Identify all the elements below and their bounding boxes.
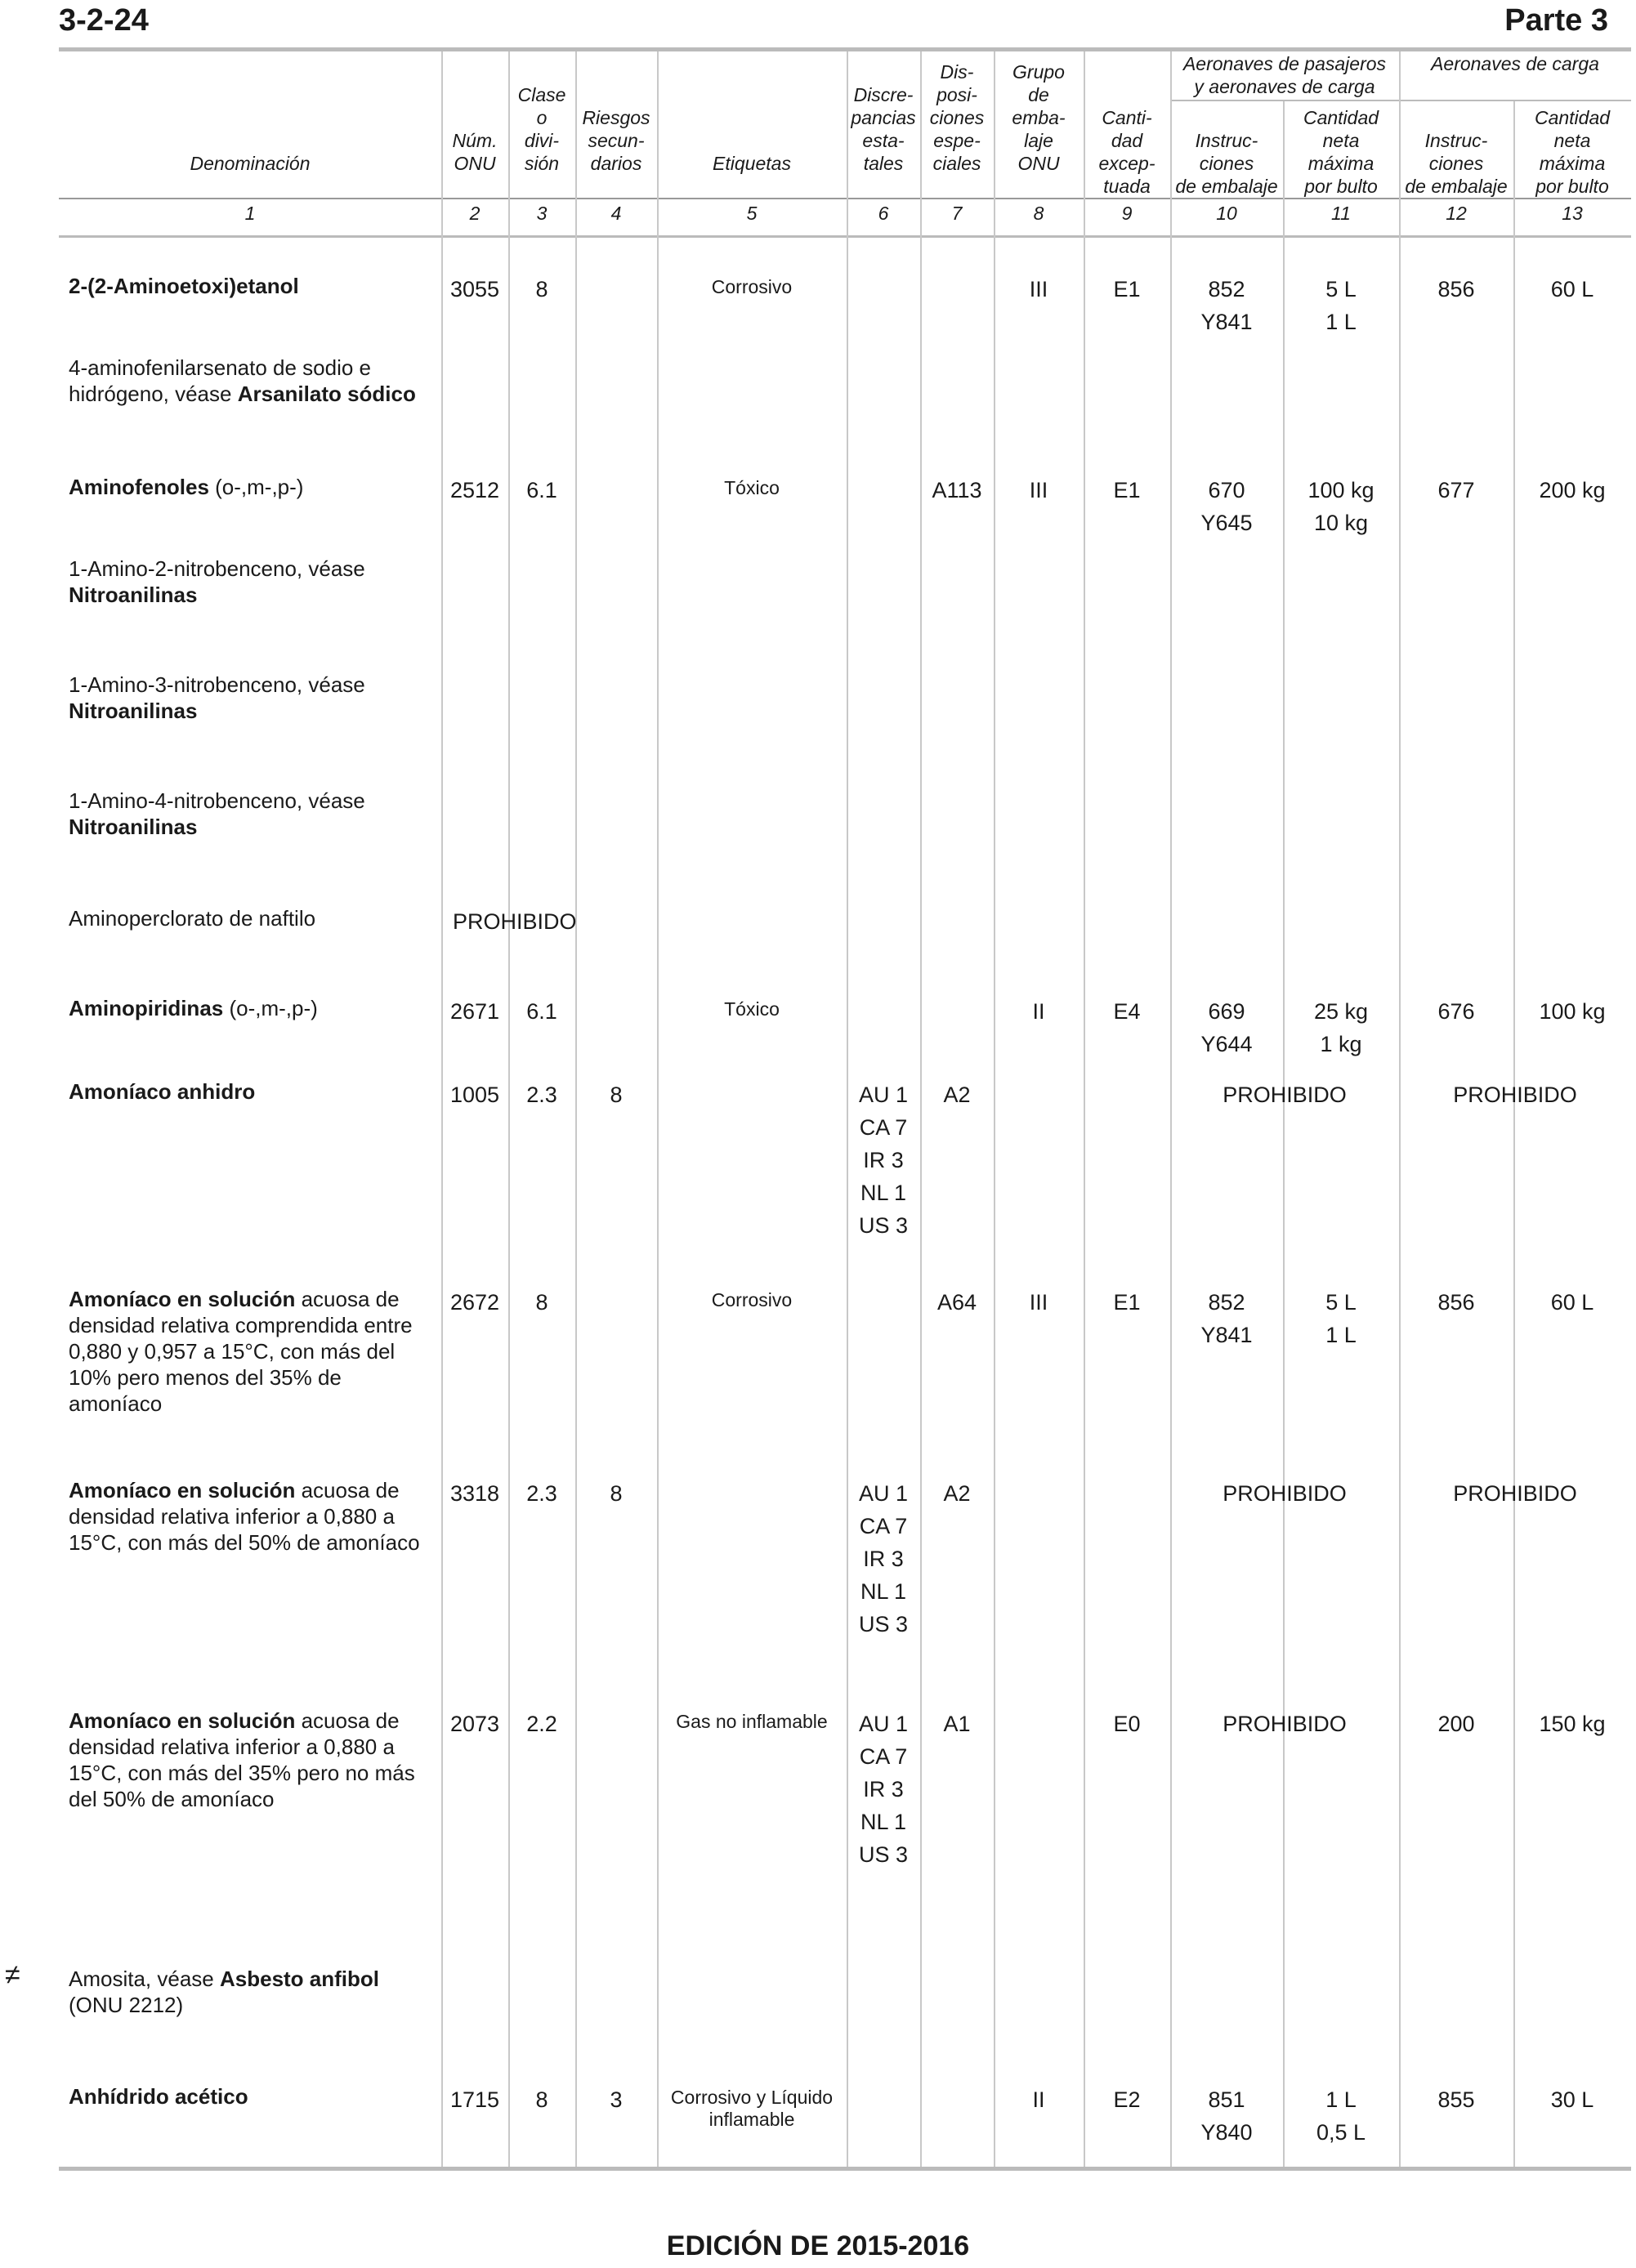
hazard-label: Corrosivo (711, 276, 793, 297)
pax-max-quantity: 25 kg 1 kg (1313, 999, 1369, 1056)
hazard-class: 8 (535, 2087, 548, 2112)
cargo-packing-instruction: 676 (1437, 999, 1475, 1024)
hazard-label: Tóxico (724, 477, 780, 498)
entry-name: Amoníaco anhidro (69, 1079, 256, 1104)
pax-max-quantity: 100 kg 10 kg (1307, 478, 1375, 535)
packing-group: III (1029, 277, 1048, 301)
entry-name: Amosita, véase Asbesto anfibol (ONU 2212) (69, 1967, 379, 2017)
excepted-quantity: E0 (1113, 1712, 1141, 1736)
hazard-class: 2.3 (526, 1083, 557, 1107)
state-variations: AU 1 CA 7 IR 3 NL 1 US 3 (858, 1083, 909, 1238)
hazard-class: 8 (535, 277, 548, 301)
un-number: 1005 (449, 1083, 500, 1107)
un-number: 2073 (449, 1712, 500, 1736)
header-state-variations: Discre- pancias esta- tales (851, 84, 916, 174)
col-divider (1283, 101, 1285, 2167)
hazard-class: 2.2 (526, 1712, 557, 1736)
excepted-quantity: E1 (1113, 478, 1141, 502)
packing-group: II (1032, 999, 1045, 1024)
un-number: 2512 (449, 478, 500, 502)
hazard-class: 8 (535, 1290, 548, 1315)
column-number: 10 (1216, 203, 1237, 224)
cargo-max-quantity: 60 L (1550, 277, 1594, 301)
packing-group: III (1029, 1290, 1048, 1315)
column-number: 5 (746, 203, 758, 224)
header-packing-group: Grupo de emba- laje ONU (1012, 61, 1066, 174)
pax-packing-instruction: 852 Y841 (1200, 1290, 1253, 1347)
subsidiary-risk: 8 (610, 1481, 623, 1506)
header-subsidiary-risks: Riesgos secun- darios (582, 107, 650, 174)
cargo-max-quantity: 100 kg (1539, 999, 1606, 1024)
pax-max-quantity: 5 L 1 L (1325, 1290, 1357, 1347)
header-special-provisions: Dis- posi- ciones espe- ciales (929, 61, 985, 174)
pax-packing-instruction: 670 Y645 (1200, 478, 1253, 535)
column-number: 12 (1446, 203, 1467, 224)
special-provision: A2 (943, 1481, 971, 1506)
prohibited-text: PROHIBIDO (453, 909, 577, 934)
pax-packing-instruction: 669 Y644 (1200, 999, 1253, 1056)
page-number: 3-2-24 (59, 3, 149, 38)
hazard-class: 2.3 (526, 1481, 557, 1506)
column-number: 11 (1331, 203, 1351, 224)
header-pax-packing-instr: Instruc- ciones de embalaje (1175, 130, 1278, 197)
pax-prohibited: PROHIBIDO (1223, 1083, 1347, 1107)
entry-name: Amoníaco en solución acuosa de densidad relativa comprendida entre 0,880 y 0,957 a 15°C, con más del 10% pero menos del 35% de amoníaco (69, 1287, 413, 1416)
special-provision: A64 (936, 1290, 977, 1315)
header-group-passenger: Aeronaves de pasajeros y aeronaves de carga (1182, 53, 1387, 97)
part-title: Parte 3 (1504, 3, 1608, 38)
packing-group: III (1029, 478, 1048, 502)
cargo-max-quantity: 30 L (1550, 2087, 1594, 2112)
cargo-max-quantity: 60 L (1550, 1290, 1594, 1315)
entry-name: Aminoperclorato de naftilo (69, 906, 316, 931)
column-number: 8 (1033, 203, 1044, 224)
packing-group: II (1032, 2087, 1045, 2112)
excepted-quantity: E4 (1113, 999, 1141, 1024)
entry-name: 1-Amino-4-nitrobenceno, véase Nitroanilinas (69, 788, 365, 839)
column-number: 9 (1121, 203, 1133, 224)
un-number: 3318 (449, 1481, 500, 1506)
col-divider (657, 51, 659, 2167)
column-number: 3 (536, 203, 548, 224)
pax-prohibited: PROHIBIDO (1223, 1712, 1347, 1736)
un-number: 2672 (449, 1290, 500, 1315)
pax-packing-instruction: 851 Y840 (1200, 2087, 1253, 2145)
column-number: 1 (244, 203, 256, 224)
header-cargo-packing-instr: Instruc- ciones de embalaje (1405, 130, 1508, 197)
header-class: Clase o divi- sión (517, 84, 566, 174)
cargo-packing-instruction: 856 (1437, 277, 1475, 301)
hazard-label: Gas no inflamable (676, 1711, 828, 1732)
state-variations: AU 1 CA 7 IR 3 NL 1 US 3 (858, 1712, 909, 1867)
entry-name: 4-aminofenilarsenato de sodio e hidrógeno, véase Arsanilato sódico (69, 355, 416, 406)
header-rule (59, 198, 1631, 199)
state-variations: AU 1 CA 7 IR 3 NL 1 US 3 (858, 1481, 909, 1636)
entry-name: Aminofenoles (o-,m-,p-) (69, 475, 304, 499)
column-number: 2 (469, 203, 481, 224)
column-number: 7 (951, 203, 963, 224)
special-provision: A113 (932, 478, 982, 502)
cargo-packing-instruction: 200 (1437, 1712, 1475, 1736)
column-number: 4 (610, 203, 622, 224)
special-provision: A2 (943, 1083, 971, 1107)
pax-prohibited: PROHIBIDO (1223, 1481, 1347, 1506)
un-number: 3055 (449, 277, 500, 301)
header-labels: Etiquetas (713, 153, 791, 174)
cargo-prohibited: PROHIBIDO (1453, 1083, 1577, 1107)
entry-name: Amoníaco en solución acuosa de densidad relativa inferior a 0,880 a 15°C, con más del 50% de amoníaco (69, 1478, 420, 1555)
entry-name: Anhídrido acético (69, 2084, 248, 2109)
col-divider (1513, 101, 1515, 2167)
hazard-label: Corrosivo (711, 1289, 793, 1310)
cargo-max-quantity: 200 kg (1539, 478, 1606, 502)
subsidiary-risk: 8 (610, 1083, 623, 1107)
entry-name: 1-Amino-2-nitrobenceno, véase Nitroanilinas (69, 556, 365, 607)
hazard-label: Tóxico (724, 998, 780, 1020)
hazard-class: 6.1 (526, 999, 557, 1024)
column-number: 13 (1562, 203, 1583, 224)
entry-name: Aminopiridinas (o-,m-,p-) (69, 996, 318, 1020)
cargo-packing-instruction: 677 (1437, 478, 1475, 502)
bottom-rule (59, 2167, 1631, 2171)
group-rule (1170, 100, 1631, 101)
excepted-quantity: E2 (1113, 2087, 1141, 2112)
un-number: 2671 (449, 999, 500, 1024)
header-denominacion: Denominación (190, 153, 311, 174)
un-number: 1715 (449, 2087, 500, 2112)
number-rule (59, 235, 1631, 238)
pax-max-quantity: 5 L 1 L (1325, 277, 1357, 334)
col-divider (994, 51, 995, 2167)
entry-name: Amoníaco en solución acuosa de densidad relativa inferior a 0,880 a 15°C, con más del 35% pero no más del 50% de amoníaco (69, 1708, 415, 1811)
edition-footer: EDICIÓN DE 2015-2016 (666, 2230, 970, 2261)
special-provision: A1 (943, 1712, 971, 1736)
header-un-number: Núm. ONU (452, 130, 498, 174)
hazard-class: 6.1 (526, 478, 557, 502)
hazard-label: Corrosivo y Líquido inflamable (670, 2087, 834, 2130)
entry-name: 1-Amino-3-nitrobenceno, véase Nitroanilinas (69, 672, 365, 723)
pax-max-quantity: 1 L 0,5 L (1316, 2087, 1366, 2145)
excepted-quantity: E1 (1113, 1290, 1141, 1315)
cargo-prohibited: PROHIBIDO (1453, 1481, 1577, 1506)
pax-packing-instruction: 852 Y841 (1200, 277, 1253, 334)
subsidiary-risk: 3 (610, 2087, 623, 2112)
cargo-max-quantity: 150 kg (1539, 1712, 1606, 1736)
cargo-packing-instruction: 855 (1437, 2087, 1475, 2112)
change-marker-icon: ≠ (5, 1959, 20, 1990)
header-pax-max-qty: Cantidad neta máxima por bulto (1303, 107, 1379, 197)
header-cargo-max-qty: Cantidad neta máxima por bulto (1534, 107, 1611, 197)
excepted-quantity: E1 (1113, 277, 1141, 301)
column-number: 6 (878, 203, 889, 224)
col-divider (1084, 51, 1085, 2167)
cargo-packing-instruction: 856 (1437, 1290, 1475, 1315)
header-group-cargo: Aeronaves de carga (1431, 53, 1599, 74)
header-excepted-quantity: Canti- dad excep- tuada (1098, 107, 1155, 197)
entry-name: 2-(2-Aminoetoxi)etanol (69, 274, 299, 298)
top-rule (59, 47, 1631, 51)
